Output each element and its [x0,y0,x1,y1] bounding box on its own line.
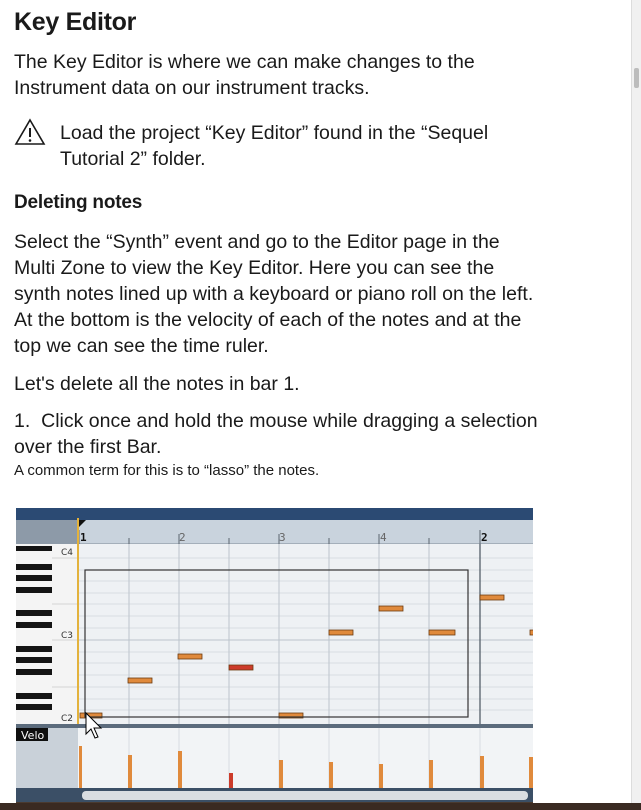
page-heading: Key Editor [14,8,137,36]
step-hint: A common term for this is to “lasso” the notes. [14,462,320,479]
body-paragraph-2: Let's delete all the notes in bar 1. [14,373,300,395]
ruler-mark-3: 3 [279,531,286,544]
key-editor-image [16,508,533,810]
ruler-mark-2: 2 [179,531,186,544]
ruler-mark-5: 2 [481,531,488,544]
step-number: 1. [14,410,31,432]
step-1 [14,408,544,460]
key-label-c3: C3 [61,631,74,641]
ruler-mark-4: 4 [380,531,387,544]
warning-triangle-icon [14,118,46,146]
bottom-edge [0,803,641,810]
scrollbar-track[interactable] [631,0,641,810]
section-heading: Deleting notes [14,192,143,213]
step-text: Click once and hold the mouse while dragging a selection over the first Bar. [14,410,538,458]
velocity-label: Velo [21,729,45,742]
note-text: Load the project “Key Editor” found in the “Sequel Tutorial 2” folder. [60,122,489,170]
body-paragraph-1: Select the “Synth” event and go to the Editor page in the Multi Zone to view the Key Editor. Here you can see the synth notes lined up with a keyboard or piano roll on the left. At the bottom is the velocity of each of the notes and at the top we can see the time ruler. [14,231,534,357]
intro-paragraph: The Key Editor is where we can make changes to the Instrument data on our instrument tracks. [14,51,475,99]
key-editor-screenshot [16,508,533,810]
scrollbar-thumb[interactable] [634,68,639,88]
ruler-mark-1: 1 [80,531,87,544]
key-label-c4: C4 [61,548,74,558]
key-label-c2: C2 [61,714,74,724]
